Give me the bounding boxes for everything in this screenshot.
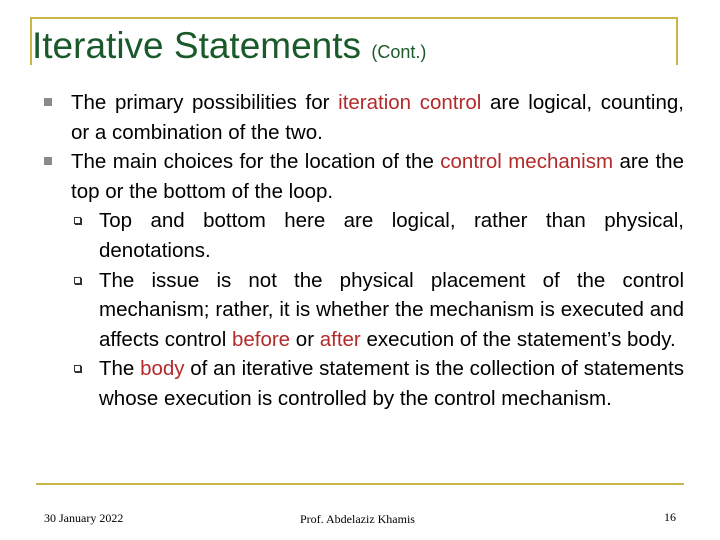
footer-date: 30 January 2022 [44,511,124,525]
title-frame-right-border [676,17,678,65]
slide-title-text: Iterative Statements [32,25,362,66]
bullet-text: The [99,357,141,381]
bullet-text: of an iterative statement is the collection of statements whose execution is controlled by the control mechanism. [99,357,684,410]
slide-title-suffix: (Cont.) [371,42,427,62]
footer-divider [36,483,684,485]
highlighted-term: after [319,327,361,351]
sub-bullet-item [44,206,684,265]
hollow-square-bullet-icon [74,277,81,284]
slide-page-number: 16 [664,510,676,524]
bullet-text: or [290,327,320,351]
highlighted-term: control mechanism [440,150,614,174]
bullet-item [44,88,684,147]
hollow-square-bullet-icon [74,365,81,372]
title-frame-top-border [30,17,678,19]
sub-bullet-item [44,266,684,355]
footer-author: Prof. Abdelaziz Khamis [300,512,415,526]
bullet-text: execution of the statement’s body. [360,327,676,351]
highlighted-term: before [231,327,291,351]
bullet-text: Top and bottom here are logical, rather than physical, denotations. [99,209,684,262]
slide-body [44,88,684,414]
slide-title [32,24,426,74]
highlighted-term: body [140,357,185,381]
highlighted-term: iteration control [338,91,482,114]
sub-bullet-item [44,354,684,413]
bullet-text: The main choices for the location of the [71,150,441,174]
bullet-text: The issue is not the physical placement of the control mechanism; rather, it is whether the mechanism is executed and affects control [99,268,684,351]
bullet-text: The primary possibilities for [71,91,339,114]
square-bullet-icon [44,98,52,106]
bullet-text: are the top or the bottom of the loop. [71,150,684,203]
bullet-item [44,147,684,206]
hollow-square-bullet-icon [74,217,81,224]
square-bullet-icon [44,157,52,165]
bullet-text: are logical, counting, or a combination of the two. [71,91,684,144]
